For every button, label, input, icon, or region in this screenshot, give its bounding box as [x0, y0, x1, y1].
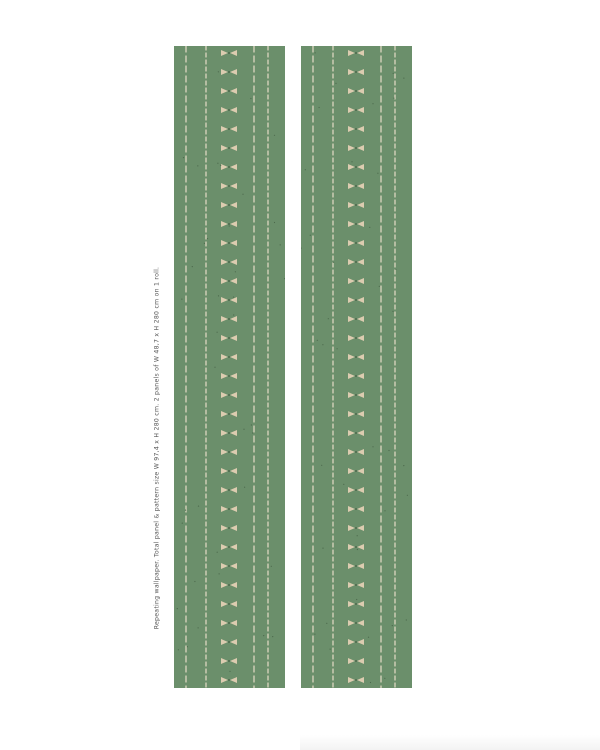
texture-speck	[326, 623, 327, 624]
texture-speck	[214, 367, 215, 368]
texture-speck	[243, 429, 244, 430]
texture-speck	[337, 348, 338, 349]
bottom-shadow	[300, 735, 600, 750]
texture-speck	[219, 573, 220, 574]
texture-speck	[217, 163, 218, 164]
texture-speck	[343, 484, 344, 485]
texture-speck	[333, 262, 334, 263]
texture-speck	[314, 634, 315, 635]
texture-speck	[392, 625, 393, 626]
texture-speck	[315, 52, 316, 53]
texture-speck	[187, 646, 188, 647]
texture-speck	[393, 73, 394, 74]
texture-speck	[197, 165, 198, 166]
texture-speck	[384, 510, 385, 511]
texture-speck	[370, 682, 371, 683]
texture-speck	[388, 450, 389, 451]
texture-speck	[328, 318, 329, 319]
texture-speck	[178, 649, 179, 650]
texture-speck	[250, 98, 251, 99]
texture-speck	[252, 432, 253, 433]
texture-speck	[372, 103, 373, 104]
texture-speck	[233, 314, 234, 315]
texture-speck	[351, 161, 352, 162]
texture-speck	[274, 222, 275, 223]
texture-speck	[183, 157, 184, 158]
texture-speck	[384, 678, 385, 679]
texture-speck	[322, 548, 323, 549]
texture-speck	[218, 71, 219, 72]
texture-speck	[379, 286, 380, 287]
texture-speck	[274, 135, 275, 136]
texture-speck	[393, 98, 394, 99]
panel-pattern-right	[301, 46, 412, 688]
texture-speck	[192, 266, 193, 267]
texture-speck	[272, 636, 273, 637]
texture-speck	[242, 194, 243, 195]
texture-speck	[369, 227, 370, 228]
texture-speck	[319, 107, 320, 108]
wallpaper-panel-right	[301, 46, 412, 688]
texture-speck	[233, 297, 234, 298]
texture-speck	[357, 549, 358, 550]
texture-speck	[271, 566, 272, 567]
texture-speck	[356, 599, 357, 600]
wallpaper-panel-left	[174, 46, 285, 688]
texture-speck	[198, 627, 199, 628]
texture-speck	[322, 344, 323, 345]
texture-speck	[220, 165, 221, 166]
texture-speck	[207, 238, 208, 239]
texture-speck	[372, 446, 373, 447]
texture-speck	[330, 649, 331, 650]
texture-speck	[251, 424, 252, 425]
texture-speck	[305, 169, 306, 170]
texture-speck	[377, 173, 378, 174]
texture-speck	[392, 311, 393, 312]
texture-speck	[229, 225, 230, 226]
wallpaper-caption: Repeating wallpaper. Total panel & pattern size W 97,4 x H 280 cm. 2 panels of W 48,7 x H 280 cm on 1 roll.	[153, 266, 161, 630]
texture-speck	[244, 487, 245, 488]
texture-speck	[185, 510, 186, 511]
texture-speck	[403, 465, 404, 466]
texture-speck	[194, 581, 195, 582]
texture-speck	[406, 619, 407, 620]
texture-speck	[335, 83, 336, 84]
texture-speck	[204, 243, 205, 244]
texture-speck	[395, 269, 396, 270]
texture-speck	[403, 78, 404, 79]
texture-speck	[182, 523, 183, 524]
texture-speck	[198, 506, 199, 507]
panel-pattern-left	[174, 46, 285, 688]
texture-speck	[317, 340, 318, 341]
texture-speck	[229, 671, 230, 672]
texture-speck	[177, 608, 178, 609]
texture-speck	[407, 495, 408, 496]
texture-speck	[217, 552, 218, 553]
texture-speck	[218, 295, 219, 296]
texture-speck	[181, 299, 182, 300]
texture-speck	[280, 244, 281, 245]
texture-speck	[368, 637, 369, 638]
texture-speck	[310, 235, 311, 236]
texture-speck	[321, 465, 322, 466]
texture-speck	[235, 271, 236, 272]
texture-speck	[357, 535, 358, 536]
texture-speck	[217, 332, 218, 333]
texture-speck	[263, 635, 264, 636]
